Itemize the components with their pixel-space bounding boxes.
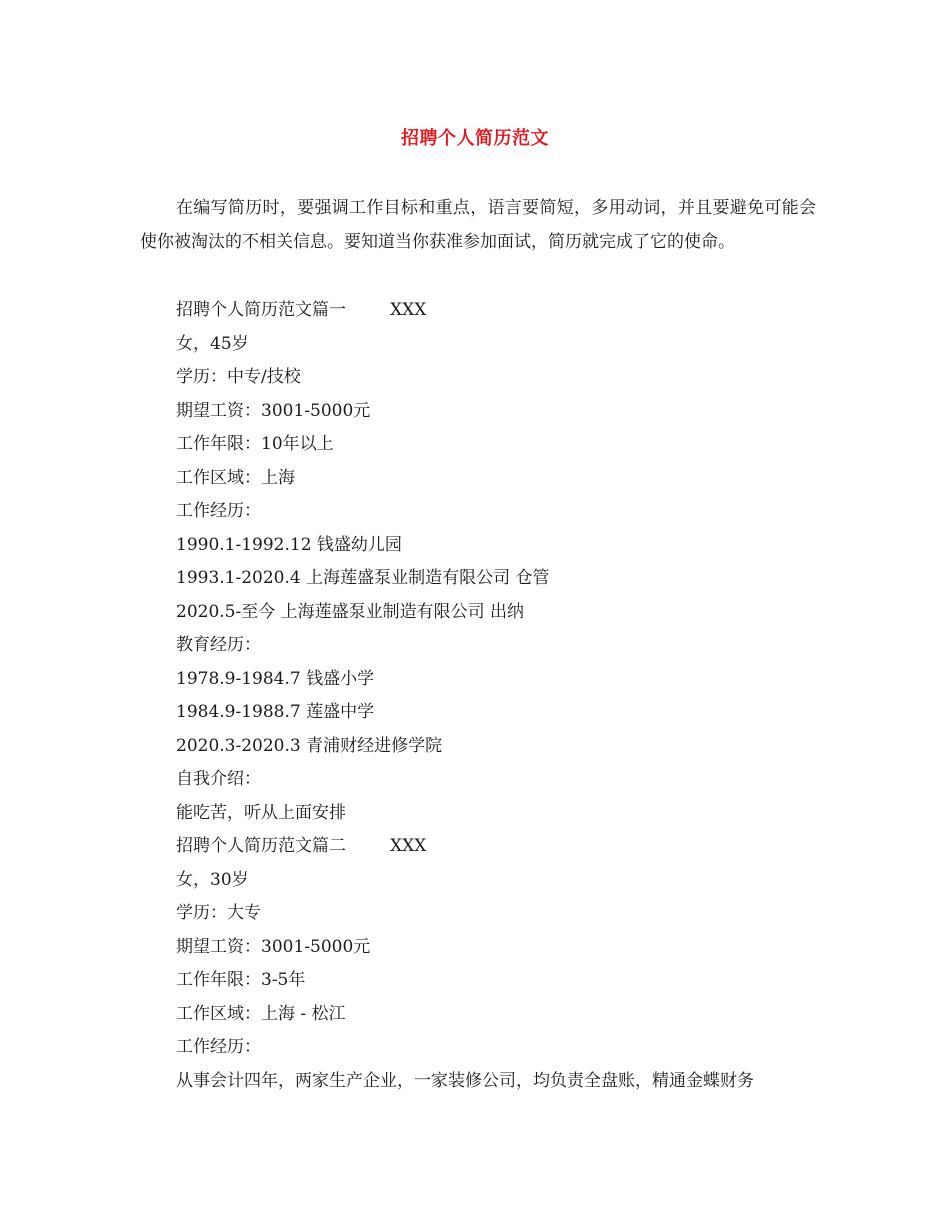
section-title: 招聘个人简历范文篇二 bbox=[176, 836, 346, 856]
resume-line: 2020.5-至今 上海莲盛泵业制造有限公司 出纳 bbox=[176, 601, 525, 622]
candidate-name: XXX bbox=[390, 836, 427, 856]
resume-line: 女，30岁 bbox=[176, 869, 249, 890]
resume-line: 能吃苦，听从上面安排 bbox=[176, 802, 346, 823]
resume-line: 期望工资：3001-5000元 bbox=[176, 400, 371, 421]
resume-line: 工作区域：上海 bbox=[176, 467, 295, 488]
resume-line: 工作区域：上海 - 松江 bbox=[176, 1003, 346, 1024]
resume-line: 2020.3-2020.3 青浦财经进修学院 bbox=[176, 735, 443, 756]
section-heading bbox=[176, 830, 836, 864]
resume-line: 工作经历： bbox=[176, 501, 261, 521]
candidate-name: XXX bbox=[390, 300, 427, 320]
document-title: 招聘个人简历范文 bbox=[401, 128, 549, 149]
section-heading bbox=[176, 294, 836, 328]
resume-line: 女，45岁 bbox=[176, 333, 249, 354]
resume-line: 从事会计四年，两家生产企业，一家装修公司，均负责全盘账，精通金蝶财务 bbox=[176, 1070, 754, 1091]
resume-line: 1984.9-1988.7 莲盛中学 bbox=[176, 702, 375, 722]
resume-line: 工作年限：3-5年 bbox=[176, 970, 306, 990]
section-title: 招聘个人简历范文篇一 bbox=[176, 300, 346, 320]
resume-line: 期望工资：3001-5000元 bbox=[176, 936, 371, 957]
resume-line: 自我介绍： bbox=[176, 769, 261, 789]
resume-line: 工作经历： bbox=[176, 1037, 261, 1057]
intro-paragraph: 在编写简历时，要强调工作目标和重点，语言要简短，多用动词，并且要避免可能会使你被淘汰的不相关信息。要知道当你获准参加面试，简历就完成了它的使命。 bbox=[140, 198, 816, 252]
resume-line: 教育经历： bbox=[176, 635, 261, 655]
resume-line: 1993.1-2020.4 上海莲盛泵业制造有限公司 仓管 bbox=[176, 568, 550, 588]
resume-line: 学历：大专 bbox=[176, 903, 261, 923]
resume-line: 1990.1-1992.12 钱盛幼儿园 bbox=[176, 534, 402, 555]
resume-line: 1978.9-1984.7 钱盛小学 bbox=[176, 668, 375, 689]
resume-content bbox=[176, 294, 836, 1098]
resume-line: 学历：中专/技校 bbox=[176, 367, 301, 387]
resume-line: 工作年限：10年以上 bbox=[176, 434, 334, 454]
